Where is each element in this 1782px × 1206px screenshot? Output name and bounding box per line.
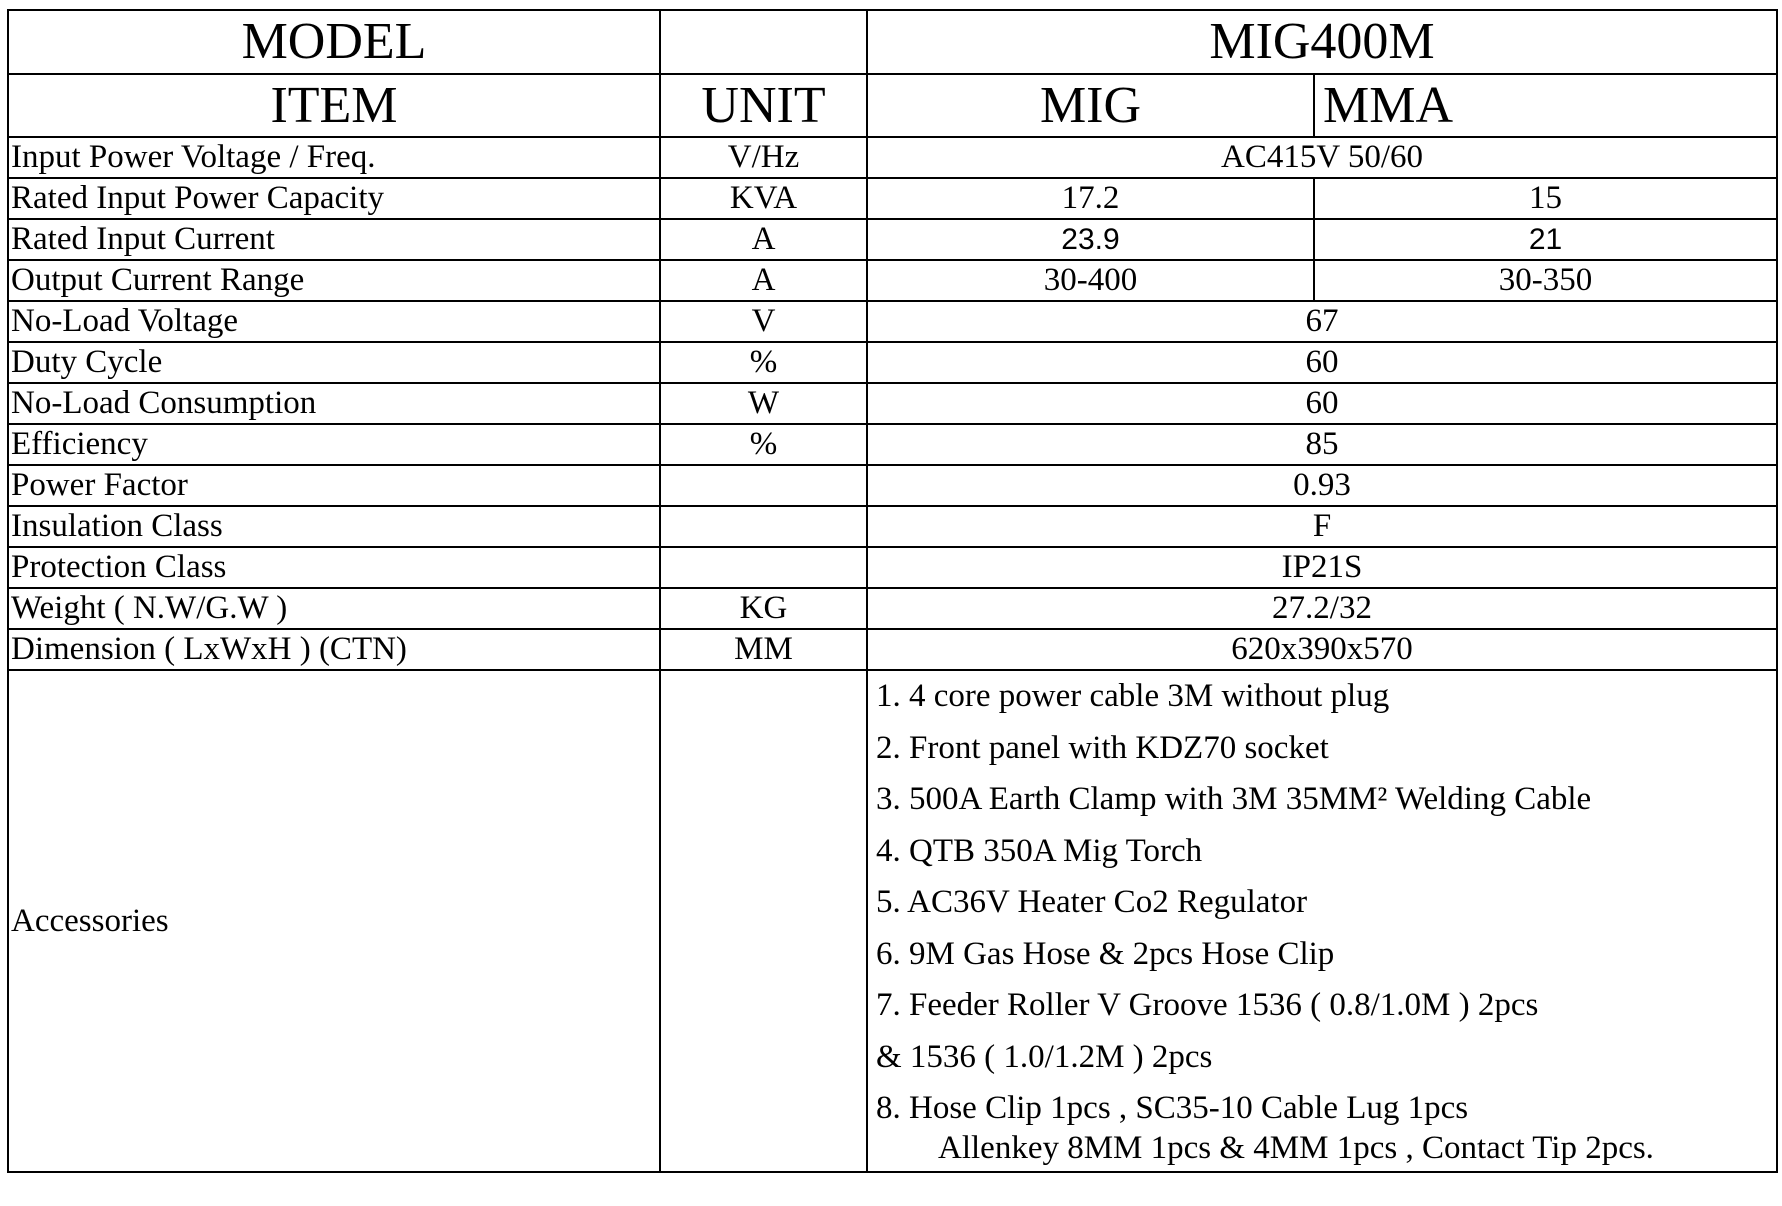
table-row bbox=[8, 219, 1777, 260]
accessories-list bbox=[867, 670, 1777, 1172]
accessory-item: 2. Front panel with KDZ70 socket bbox=[876, 729, 1329, 766]
item-header-row bbox=[8, 74, 1777, 137]
item-cell: No-Load Voltage bbox=[8, 301, 660, 342]
table-row bbox=[8, 342, 1777, 383]
value-cell: F bbox=[867, 506, 1777, 547]
mig-value-cell: 17.2 bbox=[867, 178, 1314, 219]
mma-value-cell: 21 bbox=[1314, 219, 1777, 260]
unit-cell: A bbox=[660, 219, 867, 260]
accessories-unit-cell bbox=[660, 670, 867, 1172]
item-header: ITEM bbox=[8, 74, 660, 137]
unit-cell bbox=[660, 465, 867, 506]
item-cell: Rated Input Current bbox=[8, 219, 660, 260]
accessories-label: Accessories bbox=[8, 670, 660, 1172]
unit-header: UNIT bbox=[660, 74, 867, 137]
accessory-item: 4. QTB 350A Mig Torch bbox=[876, 832, 1203, 869]
item-cell: Rated Input Power Capacity bbox=[8, 178, 660, 219]
table-row bbox=[8, 465, 1777, 506]
value-cell: IP21S bbox=[867, 547, 1777, 588]
item-cell: Power Factor bbox=[8, 465, 660, 506]
table-row bbox=[8, 260, 1777, 301]
table-row bbox=[8, 506, 1777, 547]
accessory-item: 7. Feeder Roller V Groove 1536 ( 0.8/1.0M ) 2pcs bbox=[876, 987, 1539, 1023]
mma-value-cell: 30-350 bbox=[1314, 260, 1777, 301]
item-cell: Weight ( N.W/G.W ) bbox=[8, 588, 660, 629]
value-cell: 67 bbox=[867, 301, 1777, 342]
unit-cell: A bbox=[660, 260, 867, 301]
spec-table bbox=[7, 9, 1778, 1173]
table-row bbox=[8, 588, 1777, 629]
table-row bbox=[8, 178, 1777, 219]
unit-cell: V/Hz bbox=[660, 137, 867, 178]
unit-cell: V bbox=[660, 301, 867, 342]
accessory-item: 1. 4 core power cable 3M without plug bbox=[876, 678, 1390, 714]
item-cell: Efficiency bbox=[8, 424, 660, 465]
accessory-item: & 1536 ( 1.0/1.2M ) 2pcs bbox=[876, 1038, 1213, 1075]
model-blank-cell bbox=[660, 10, 867, 74]
unit-cell: KVA bbox=[660, 178, 867, 219]
accessory-item: 8. Hose Clip 1pcs , SC35-10 Cable Lug 1pcs bbox=[876, 1090, 1469, 1126]
item-cell: Dimension ( LxWxH ) (CTN) bbox=[8, 629, 660, 670]
unit-cell: W bbox=[660, 383, 867, 424]
item-cell: Output Current Range bbox=[8, 260, 660, 301]
model-value: MIG400M bbox=[867, 10, 1777, 74]
table-row bbox=[8, 383, 1777, 424]
item-cell: Duty Cycle bbox=[8, 342, 660, 383]
unit-cell: % bbox=[660, 424, 867, 465]
value-cell: 620x390x570 bbox=[867, 629, 1777, 670]
accessory-item: 5. AC36V Heater Co2 Regulator bbox=[876, 884, 1308, 920]
value-cell: AC415V 50/60 bbox=[867, 137, 1777, 178]
item-cell: Insulation Class bbox=[8, 506, 660, 547]
mig-header: MIG bbox=[867, 74, 1314, 137]
item-cell: Protection Class bbox=[8, 547, 660, 588]
table-row bbox=[8, 424, 1777, 465]
accessory-item: 3. 500A Earth Clamp with 3M 35MM² Welding Cable bbox=[876, 781, 1592, 817]
unit-cell: % bbox=[660, 342, 867, 383]
unit-cell: MM bbox=[660, 629, 867, 670]
mma-value-cell: 15 bbox=[1314, 178, 1777, 219]
value-cell: 27.2/32 bbox=[867, 588, 1777, 629]
model-label: MODEL bbox=[8, 10, 660, 74]
unit-cell bbox=[660, 547, 867, 588]
value-cell: 60 bbox=[867, 383, 1777, 424]
mig-value-cell: 23.9 bbox=[867, 219, 1314, 260]
value-cell: 85 bbox=[867, 424, 1777, 465]
table-row bbox=[8, 547, 1777, 588]
table-row bbox=[8, 137, 1777, 178]
mig-value-cell: 30-400 bbox=[867, 260, 1314, 301]
table-row bbox=[8, 629, 1777, 670]
unit-cell bbox=[660, 506, 867, 547]
value-cell: 0.93 bbox=[867, 465, 1777, 506]
accessory-item: 6. 9M Gas Hose & 2pcs Hose Clip bbox=[876, 935, 1335, 972]
accessories-row bbox=[8, 670, 1777, 1172]
table-row bbox=[8, 301, 1777, 342]
model-row bbox=[8, 10, 1777, 74]
mma-header: MMA bbox=[1314, 74, 1777, 137]
item-cell: Input Power Voltage / Freq. bbox=[8, 137, 660, 178]
accessory-item-continuation: Allenkey 8MM 1pcs & 4MM 1pcs , Contact Tip 2pcs. bbox=[938, 1130, 1654, 1166]
unit-cell: KG bbox=[660, 588, 867, 629]
value-cell: 60 bbox=[867, 342, 1777, 383]
item-cell: No-Load Consumption bbox=[8, 383, 660, 424]
